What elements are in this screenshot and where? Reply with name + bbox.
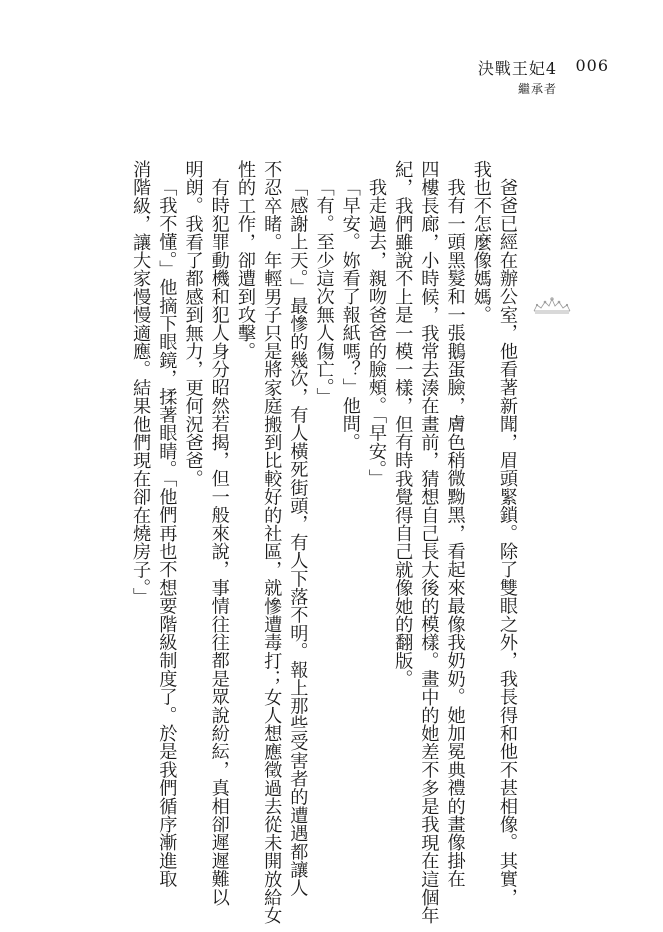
text-line: 「早安。妳看了報紙嗎？」他問。 bbox=[339, 178, 361, 451]
text-line: 不忍卒睹。年輕男子只是將家庭搬到比較好的社區，就慘遭毒打；女人想應徵過去從未開放給女 bbox=[261, 160, 283, 925]
text-line: 「我不懂。」他摘下眼鏡，揉著眼睛。「他們再也不想要階級制度了。於是我們循序漸進取 bbox=[156, 178, 178, 888]
page-number: 006 bbox=[575, 56, 609, 75]
text-line: 有時犯罪動機和犯人身分昭然若揭，但一般來說，事情往往都是眾說紛紜，真相卻遲遲難以 bbox=[208, 178, 230, 906]
text-line: 性的工作，卻遭到攻擊。 bbox=[234, 160, 256, 361]
text-line: 我也不怎麼像媽媽。 bbox=[470, 160, 492, 324]
text-line: 我走過去，親吻爸爸的臉頰。「早安。」 bbox=[365, 178, 387, 488]
tiara-icon bbox=[532, 296, 572, 314]
text-line: 消階級，讓大家慢慢適應。結果他們現在卻在燒房子。」 bbox=[130, 160, 152, 606]
text-line: 爸爸已經在辦公室，他看著新聞，眉頭緊鎖。除了雙眼之外，我長得和他不甚相像。其實， bbox=[497, 178, 518, 906]
text-line: 我有一頭黑髮和一張鵝蛋臉，膚色稍微黝黑，看起來最像我奶奶。她加冕典禮的畫像掛在 bbox=[444, 178, 466, 888]
text-line: 「有。至少這次無人傷亡。」 bbox=[313, 178, 335, 406]
text-line: 「感謝上天。」最慘的幾次，有人橫死街頭，有人下落不明。報上那些受害者的遭遇都讓人 bbox=[287, 178, 309, 897]
book-title: 決戰王妃4 bbox=[477, 59, 557, 78]
body-text bbox=[104, 160, 520, 925]
text-line: 明朗。我看了都感到無力，更何況爸爸。 bbox=[182, 160, 204, 488]
running-head bbox=[469, 56, 609, 100]
text-line: 四樓長廊，小時候，我常去湊在畫前，猜想自己長大後的模樣。畫中的她差不多是我現在這個年 bbox=[418, 160, 440, 925]
author-name: 繼承者 bbox=[517, 82, 557, 96]
text-line: 紀，我們雖說不上是一模一樣，但有時我覺得自己就像她的翻版。 bbox=[392, 160, 414, 688]
